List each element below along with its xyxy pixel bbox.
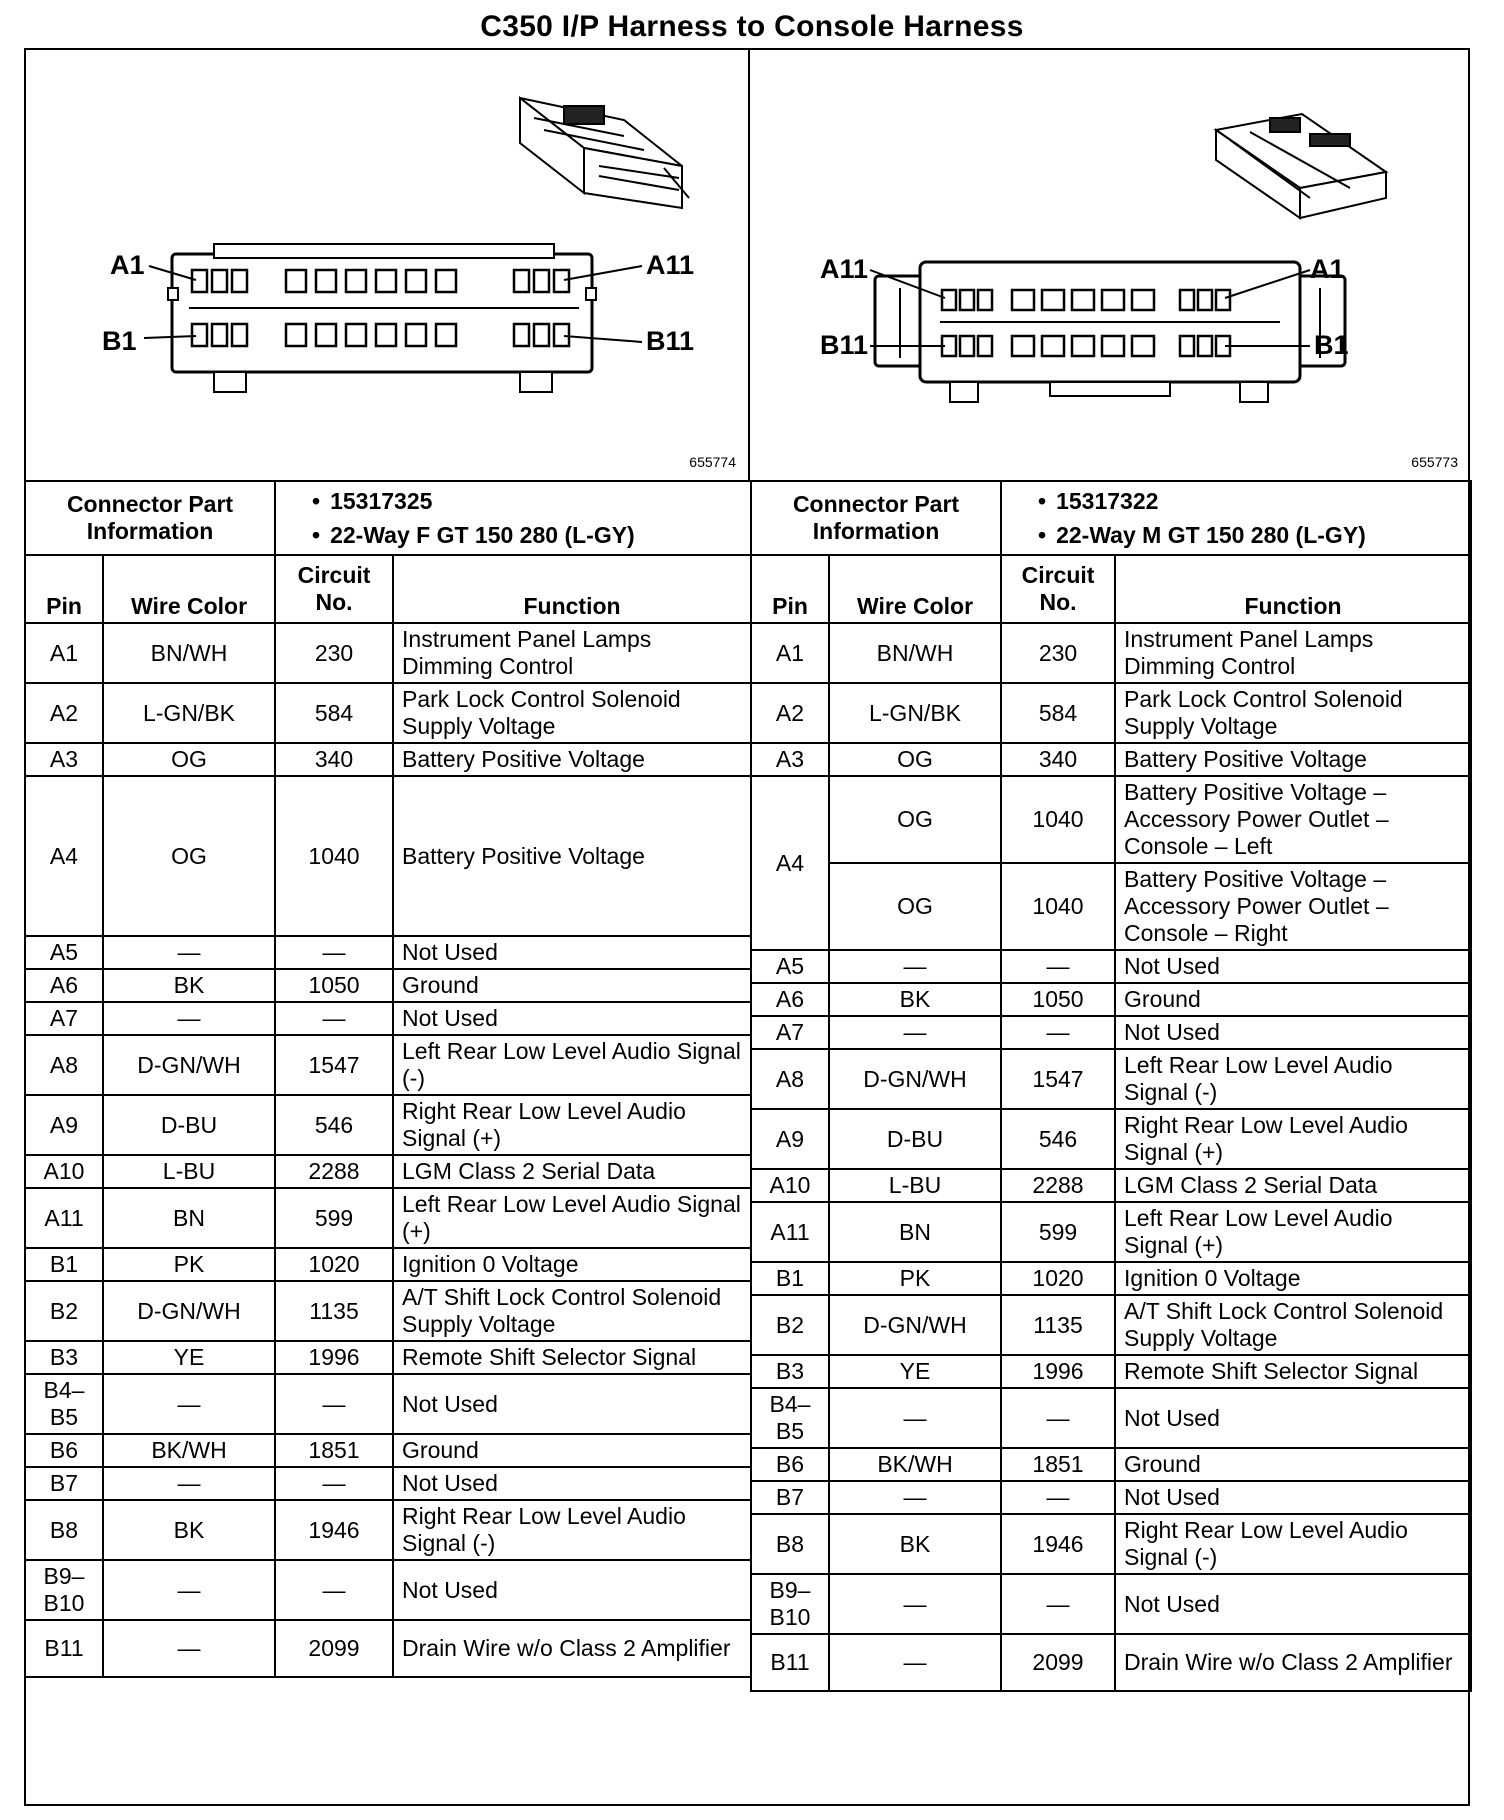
table-row [751, 1049, 1471, 1109]
function-cell: A/T Shift Lock Control Solenoid Supply Voltage [1115, 1295, 1471, 1355]
function-cell: Not Used [1115, 950, 1471, 983]
wire-color-cell: — [103, 936, 275, 969]
circuit-cell: 2288 [275, 1155, 393, 1188]
wire-color-cell: — [103, 1560, 275, 1620]
table-row [751, 1481, 1471, 1514]
wire-color-cell: BK [829, 1514, 1001, 1574]
wire-color-cell: BK [103, 969, 275, 1002]
table-row [25, 969, 751, 1002]
table-row [25, 1620, 751, 1677]
pin-cell: B7 [751, 1481, 829, 1514]
wire-color-cell: BN/WH [103, 623, 275, 683]
table-row [751, 950, 1471, 983]
right-label-b11: B11 [820, 330, 869, 360]
right-figure-number: 655773 [1411, 454, 1458, 470]
wire-color-cell: L-GN/BK [103, 683, 275, 743]
circuit-cell: — [275, 1560, 393, 1620]
pin-cell: A11 [751, 1202, 829, 1262]
pin-cell: B1 [751, 1262, 829, 1295]
function-cell: Right Rear Low Level Audio Signal (-) [393, 1500, 751, 1560]
function-cell: Ground [1115, 1448, 1471, 1481]
pin-cell: B6 [751, 1448, 829, 1481]
left-figure-number: 655774 [689, 454, 736, 470]
circuit-cell: 340 [275, 743, 393, 776]
table-row [751, 1109, 1471, 1169]
wire-color-cell: OG [829, 776, 1001, 863]
circuit-cell: 1050 [1001, 983, 1115, 1016]
pin-cell: A4 [25, 776, 103, 936]
table-row [25, 1035, 751, 1095]
wire-color-cell: L-BU [829, 1169, 1001, 1202]
circuit-cell: 2099 [1001, 1634, 1115, 1691]
wire-color-cell: D-BU [829, 1109, 1001, 1169]
wire-color-cell: BK [103, 1500, 275, 1560]
pin-cell: A8 [25, 1035, 103, 1095]
wire-color-cell: — [829, 1016, 1001, 1049]
left-connector-face-view [168, 244, 596, 392]
circuit-cell: 546 [275, 1095, 393, 1155]
circuit-cell: — [275, 1374, 393, 1434]
pin-cell: A4 [751, 776, 829, 950]
left-pinout-table [24, 480, 752, 1678]
pin-cell: A9 [751, 1109, 829, 1169]
pin-cell: B1 [25, 1248, 103, 1281]
wire-color-cell: BK [829, 983, 1001, 1016]
circuit-cell: 230 [275, 623, 393, 683]
function-cell: Ground [1115, 983, 1471, 1016]
wire-color-cell: BK/WH [103, 1434, 275, 1467]
circuit-cell: 1547 [1001, 1049, 1115, 1109]
table-row [25, 1434, 751, 1467]
pin-cell: A6 [751, 983, 829, 1016]
wire-color-cell: — [103, 1374, 275, 1434]
function-cell: Not Used [393, 1560, 751, 1620]
table-row [751, 1295, 1471, 1355]
function-cell: Ground [393, 1434, 751, 1467]
wire-color-cell: PK [829, 1262, 1001, 1295]
table-row [751, 1574, 1471, 1634]
function-cell: Not Used [393, 936, 751, 969]
wire-color-cell: OG [103, 743, 275, 776]
pin-cell: A10 [751, 1169, 829, 1202]
wire-color-cell: D-BU [103, 1095, 275, 1155]
wire-color-cell: BN [103, 1188, 275, 1248]
function-cell: Right Rear Low Level Audio Signal (-) [1115, 1514, 1471, 1574]
wire-color-cell: — [829, 1634, 1001, 1691]
wire-color-cell: D-GN/WH [103, 1035, 275, 1095]
circuit-cell: 2099 [275, 1620, 393, 1677]
function-cell: Park Lock Control Solenoid Supply Voltage [1115, 683, 1471, 743]
circuit-cell: 584 [1001, 683, 1115, 743]
circuit-cell: 1135 [275, 1281, 393, 1341]
table-row [751, 1448, 1471, 1481]
table-row [25, 1281, 751, 1341]
table-row [751, 683, 1471, 743]
pin-cell: A6 [25, 969, 103, 1002]
wire-color-cell: — [829, 950, 1001, 983]
circuit-cell: 1996 [1001, 1355, 1115, 1388]
connector-part-values [275, 481, 751, 555]
wire-color-cell: BK/WH [829, 1448, 1001, 1481]
header-circuit: Circuit No. [1001, 555, 1115, 623]
header-circuit: Circuit No. [275, 555, 393, 623]
table-row [25, 1374, 751, 1434]
right-connector-3d-view [1216, 114, 1386, 218]
left-label-b1: B1 [102, 326, 137, 356]
pin-cell: B9– B10 [751, 1574, 829, 1634]
function-cell: Not Used [1115, 1574, 1471, 1634]
header-pin: Pin [751, 555, 829, 623]
wire-color-cell: L-BU [103, 1155, 275, 1188]
function-cell: Ignition 0 Voltage [1115, 1262, 1471, 1295]
circuit-cell: — [1001, 1574, 1115, 1634]
circuit-cell: 599 [275, 1188, 393, 1248]
connector-part-values [1001, 481, 1471, 555]
table-row [25, 936, 751, 969]
circuit-cell: 584 [275, 683, 393, 743]
function-cell: Park Lock Control Solenoid Supply Voltage [393, 683, 751, 743]
function-cell: Not Used [393, 1374, 751, 1434]
pin-cell: B11 [25, 1620, 103, 1677]
circuit-cell: — [275, 936, 393, 969]
wire-color-cell: — [829, 1388, 1001, 1448]
table-row [751, 776, 1471, 863]
pin-cell: A5 [751, 950, 829, 983]
function-cell: Not Used [1115, 1016, 1471, 1049]
pin-cell: A5 [25, 936, 103, 969]
wire-color-cell: D-GN/WH [829, 1049, 1001, 1109]
function-cell: Left Rear Low Level Audio Signal (+) [1115, 1202, 1471, 1262]
wire-color-cell: PK [103, 1248, 275, 1281]
function-cell: A/T Shift Lock Control Solenoid Supply Voltage [393, 1281, 751, 1341]
pin-cell: B3 [25, 1341, 103, 1374]
function-cell: Ignition 0 Voltage [393, 1248, 751, 1281]
pin-cell: B11 [751, 1634, 829, 1691]
right-connector-drawing [750, 48, 1470, 480]
connector-part-label: Connector Part Information [751, 481, 1001, 555]
circuit-cell: — [1001, 1388, 1115, 1448]
right-pinout-table [750, 480, 1472, 1692]
circuit-cell: 340 [1001, 743, 1115, 776]
pin-cell: A3 [25, 743, 103, 776]
circuit-cell: 1851 [275, 1434, 393, 1467]
pin-cell: B4– B5 [25, 1374, 103, 1434]
table-subrow [751, 863, 1471, 950]
table-row [751, 1388, 1471, 1448]
pin-cell: B6 [25, 1434, 103, 1467]
connector-part-row [25, 481, 751, 555]
pin-cell: A1 [25, 623, 103, 683]
function-cell: Battery Positive Voltage – Accessory Power Outlet – Console – Left [1115, 776, 1471, 863]
function-cell: Remote Shift Selector Signal [393, 1341, 751, 1374]
table-row [25, 1467, 751, 1500]
connector-diagrams [24, 48, 1470, 480]
function-cell: Remote Shift Selector Signal [1115, 1355, 1471, 1388]
connector-part-line: • 15317322 [1038, 484, 1462, 518]
circuit-cell: 546 [1001, 1109, 1115, 1169]
circuit-cell: 1040 [275, 776, 393, 936]
function-cell: Not Used [393, 1002, 751, 1035]
function-cell: Right Rear Low Level Audio Signal (+) [1115, 1109, 1471, 1169]
pin-cell: B3 [751, 1355, 829, 1388]
wire-color-cell: YE [829, 1355, 1001, 1388]
right-cavities-row-b [942, 336, 1230, 356]
function-cell: Left Rear Low Level Audio Signal (+) [393, 1188, 751, 1248]
function-cell: Battery Positive Voltage [393, 776, 751, 936]
header-wire-color: Wire Color [829, 555, 1001, 623]
page-title: C350 I/P Harness to Console Harness [480, 10, 1024, 43]
wire-color-cell: — [103, 1620, 275, 1677]
wire-color-cell: OG [103, 776, 275, 936]
function-cell: Left Rear Low Level Audio Signal (-) [1115, 1049, 1471, 1109]
table-row [25, 1002, 751, 1035]
header-pin: Pin [25, 555, 103, 623]
wire-color-cell: L-GN/BK [829, 683, 1001, 743]
header-function: Function [1115, 555, 1471, 623]
connector-part-line: • 15317325 [312, 484, 742, 518]
function-cell: Not Used [393, 1467, 751, 1500]
connector-part-label: Connector Part Information [25, 481, 275, 555]
table-row [25, 623, 751, 683]
circuit-cell: 1547 [275, 1035, 393, 1095]
table-row [25, 743, 751, 776]
circuit-cell: 1135 [1001, 1295, 1115, 1355]
table-row [25, 1188, 751, 1248]
table-row [25, 1341, 751, 1374]
wire-color-cell: — [829, 1574, 1001, 1634]
function-cell: Battery Positive Voltage [1115, 743, 1471, 776]
table-row [25, 1500, 751, 1560]
circuit-cell: — [1001, 1016, 1115, 1049]
function-cell: Battery Positive Voltage – Accessory Power Outlet – Console – Right [1115, 863, 1471, 950]
connector-part-line: • 22-Way M GT 150 280 (L-GY) [1038, 518, 1462, 552]
table-row [751, 983, 1471, 1016]
header-function: Function [393, 555, 751, 623]
right-label-a1: A1 [1310, 254, 1345, 284]
pin-cell: A9 [25, 1095, 103, 1155]
circuit-cell: 1040 [1001, 863, 1115, 950]
pin-cell: B9– B10 [25, 1560, 103, 1620]
function-cell: Left Rear Low Level Audio Signal (-) [393, 1035, 751, 1095]
table-row [751, 1202, 1471, 1262]
right-connector-face-view [875, 262, 1345, 402]
circuit-cell: 2288 [1001, 1169, 1115, 1202]
wire-color-cell: D-GN/WH [829, 1295, 1001, 1355]
circuit-cell: — [1001, 1481, 1115, 1514]
wire-color-cell: BN [829, 1202, 1001, 1262]
circuit-cell: 599 [1001, 1202, 1115, 1262]
circuit-cell: 1020 [275, 1248, 393, 1281]
table-header-row [751, 555, 1471, 623]
pin-cell: A2 [751, 683, 829, 743]
table-row [751, 1514, 1471, 1574]
function-cell: Not Used [1115, 1481, 1471, 1514]
left-connector-drawing [24, 48, 748, 480]
table-row [25, 1560, 751, 1620]
table-row [25, 683, 751, 743]
wire-color-cell: D-GN/WH [103, 1281, 275, 1341]
connector-part-line: • 22-Way F GT 150 280 (L-GY) [312, 518, 742, 552]
wire-color-cell: YE [103, 1341, 275, 1374]
pin-cell: A2 [25, 683, 103, 743]
left-label-a11: A11 [646, 250, 695, 280]
circuit-cell: 1020 [1001, 1262, 1115, 1295]
left-label-b11: B11 [646, 326, 695, 356]
function-cell: Instrument Panel Lamps Dimming Control [393, 623, 751, 683]
pin-cell: B4– B5 [751, 1388, 829, 1448]
connector-part-row [751, 481, 1471, 555]
pin-cell: B8 [751, 1514, 829, 1574]
pin-cell: A11 [25, 1188, 103, 1248]
function-cell: Drain Wire w/o Class 2 Amplifier [1115, 1634, 1471, 1691]
pin-cell: B2 [751, 1295, 829, 1355]
pin-cell: B7 [25, 1467, 103, 1500]
table-row [751, 623, 1471, 683]
circuit-cell: — [275, 1002, 393, 1035]
circuit-cell: 1996 [275, 1341, 393, 1374]
circuit-cell: 1946 [275, 1500, 393, 1560]
table-row [25, 1095, 751, 1155]
function-cell: Drain Wire w/o Class 2 Amplifier [393, 1620, 751, 1677]
left-connector-panel [24, 48, 750, 480]
pin-cell: A10 [25, 1155, 103, 1188]
circuit-cell: — [1001, 950, 1115, 983]
wire-color-cell: — [103, 1467, 275, 1500]
wire-color-cell: BN/WH [829, 623, 1001, 683]
table-header-row [25, 555, 751, 623]
header-wire-color: Wire Color [103, 555, 275, 623]
right-label-b1: B1 [1314, 330, 1349, 360]
right-label-a11: A11 [820, 254, 869, 284]
circuit-cell: 230 [1001, 623, 1115, 683]
pin-cell: A3 [751, 743, 829, 776]
circuit-cell: 1851 [1001, 1448, 1115, 1481]
circuit-cell: 1040 [1001, 776, 1115, 863]
circuit-cell: — [275, 1467, 393, 1500]
pin-cell: B8 [25, 1500, 103, 1560]
function-cell: LGM Class 2 Serial Data [393, 1155, 751, 1188]
circuit-cell: 1050 [275, 969, 393, 1002]
pin-cell: B2 [25, 1281, 103, 1341]
function-cell: Battery Positive Voltage [393, 743, 751, 776]
function-cell: Instrument Panel Lamps Dimming Control [1115, 623, 1471, 683]
table-row [751, 1016, 1471, 1049]
pin-cell: A8 [751, 1049, 829, 1109]
right-cavities-row-a [942, 290, 1230, 310]
pin-cell: A1 [751, 623, 829, 683]
table-row [25, 1155, 751, 1188]
table-row [25, 1248, 751, 1281]
table-row [751, 1262, 1471, 1295]
wire-color-cell: OG [829, 863, 1001, 950]
pin-cell: A7 [25, 1002, 103, 1035]
table-row [751, 1634, 1471, 1691]
table-row [751, 1169, 1471, 1202]
right-connector-panel [750, 48, 1470, 480]
table-row [751, 1355, 1471, 1388]
wire-color-cell: — [103, 1002, 275, 1035]
left-connector-3d-view [520, 98, 689, 208]
function-cell: Not Used [1115, 1388, 1471, 1448]
wire-color-cell: — [829, 1481, 1001, 1514]
function-cell: Ground [393, 969, 751, 1002]
table-row [25, 776, 751, 936]
table-row [751, 743, 1471, 776]
left-label-a1: A1 [110, 250, 145, 280]
function-cell: LGM Class 2 Serial Data [1115, 1169, 1471, 1202]
function-cell: Right Rear Low Level Audio Signal (+) [393, 1095, 751, 1155]
pin-cell: A7 [751, 1016, 829, 1049]
circuit-cell: 1946 [1001, 1514, 1115, 1574]
wire-color-cell: OG [829, 743, 1001, 776]
